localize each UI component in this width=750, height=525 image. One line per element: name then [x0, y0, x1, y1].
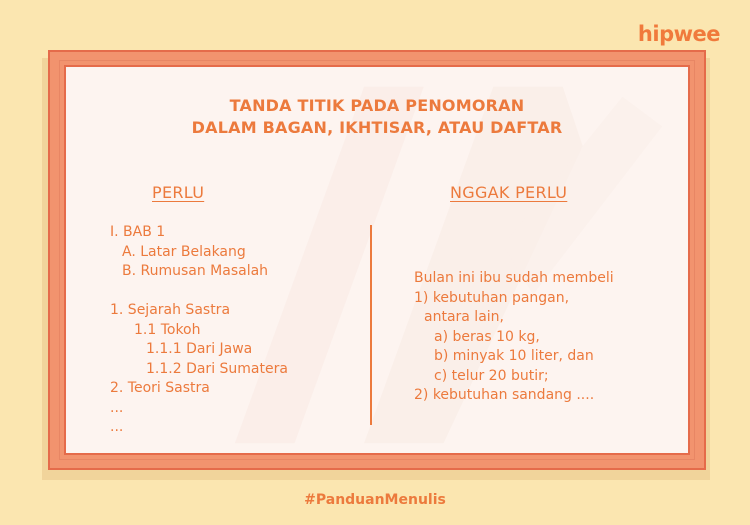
- list-item: 1.1 Tokoh: [134, 321, 201, 338]
- list-item: A. Latar Belakang: [122, 243, 246, 260]
- list-item: c) telur 20 butir;: [434, 367, 549, 384]
- list-item: Bulan ini ibu sudah membeli: [414, 270, 614, 286]
- list-item: 2. Teori Sastra: [110, 380, 210, 396]
- frame-canvas: [64, 65, 690, 455]
- hipwee-logo: hipwee: [637, 22, 720, 46]
- heading-perlu: PERLU: [152, 183, 205, 202]
- nggak-perlu-list: [414, 269, 614, 406]
- list-item: I. BAB 1: [110, 224, 166, 240]
- list-item: antara lain,: [424, 309, 504, 325]
- list-item: B. Rumusan Masalah: [122, 263, 269, 279]
- page-title: [66, 95, 688, 139]
- title-line-1: TANDA TITIK PADA PENOMORAN: [229, 96, 525, 115]
- list-item: ...: [110, 399, 124, 416]
- column-divider: [370, 225, 372, 425]
- perlu-list: [110, 223, 288, 438]
- footer-hashtag: #PanduanMenulis: [304, 492, 446, 508]
- list-item: 2) kebutuhan sandang ....: [414, 387, 595, 403]
- list-item: b) minyak 10 liter, dan: [434, 348, 594, 364]
- list-item: [110, 282, 288, 302]
- list-item: 1.1.1 Dari Jawa: [146, 341, 253, 357]
- list-item: 1) kebutuhan pangan,: [414, 289, 570, 306]
- list-item: 1.1.2 Dari Sumatera: [146, 360, 288, 377]
- heading-nggak-perlu: NGGAK PERLU: [450, 183, 568, 202]
- list-item: ...: [110, 419, 124, 435]
- title-line-2: DALAM BAGAN, IKHTISAR, ATAU DAFTAR: [191, 118, 563, 137]
- list-item: a) beras 10 kg,: [434, 328, 540, 345]
- picture-frame: [48, 50, 706, 470]
- list-item: 1. Sejarah Sastra: [110, 302, 231, 318]
